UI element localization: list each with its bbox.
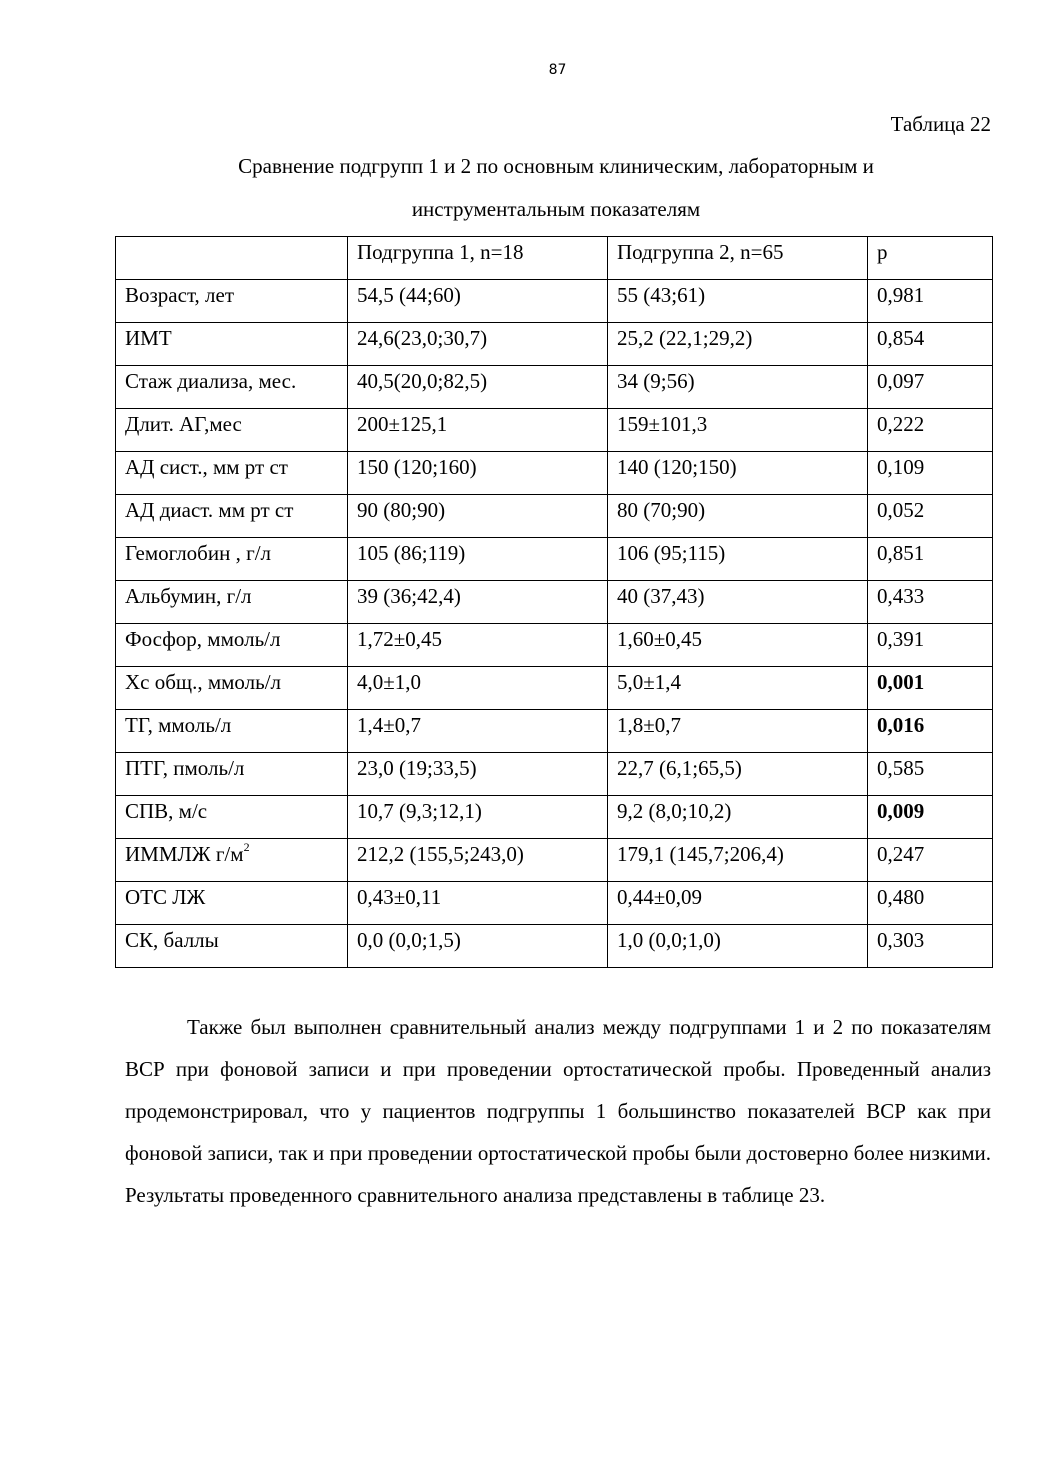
table-row: [116, 280, 993, 323]
table-row: [116, 882, 993, 925]
p-value-cell-text: 0,001: [877, 670, 925, 694]
row-label-cell: [116, 753, 348, 796]
p-value-cell: [868, 710, 993, 753]
subgroup-1-cell: [348, 366, 608, 409]
subgroup-2-cell-text: 1,0 (0,0;1,0): [617, 928, 721, 952]
subgroup-2-cell-text: 34 (9;56): [617, 369, 695, 393]
p-value-cell: [868, 581, 993, 624]
subgroup-2-cell: [608, 710, 868, 753]
row-label-cell-text: АД сист., мм рт ст: [125, 455, 288, 479]
subgroup-1-cell: [348, 839, 608, 882]
table-row: [116, 624, 993, 667]
row-label-cell: [116, 667, 348, 710]
row-label-cell: [116, 366, 348, 409]
subgroup-1-cell: [348, 323, 608, 366]
row-label-cell: [116, 495, 348, 538]
row-label-cell: [116, 581, 348, 624]
subgroup-1-cell: [348, 710, 608, 753]
p-value-cell: [868, 882, 993, 925]
row-label-cell-text: Длит. АГ,мес: [125, 412, 242, 436]
subgroup-1-cell: [348, 538, 608, 581]
p-value-cell-text: 0,303: [877, 928, 925, 952]
row-label-cell: [116, 624, 348, 667]
row-label-cell-text: ТГ, ммоль/л: [125, 713, 232, 737]
row-label-cell: [116, 796, 348, 839]
unit-superscript: 2: [243, 840, 250, 854]
p-value-cell-text: 0,247: [877, 842, 925, 866]
p-value-cell-text: 0,052: [877, 498, 925, 522]
subgroup-1-cell: [348, 925, 608, 968]
subgroup-2-cell: [608, 796, 868, 839]
subgroup-1-cell: [348, 882, 608, 925]
header-cell-subgroup-2: Подгруппа 2, n=65: [608, 237, 868, 280]
p-value-cell-text: 0,854: [877, 326, 925, 350]
table-row: [116, 323, 993, 366]
table-row: [116, 925, 993, 968]
subgroup-1-cell-text: 200±125,1: [357, 412, 448, 436]
subgroup-1-cell: [348, 409, 608, 452]
row-label-cell: [116, 882, 348, 925]
row-label-cell: [116, 280, 348, 323]
row-label-cell-text: ОТС ЛЖ: [125, 885, 206, 909]
subgroup-2-cell-text: 159±101,3: [617, 412, 708, 436]
subgroup-1-cell: [348, 753, 608, 796]
p-value-cell: [868, 624, 993, 667]
p-value-cell: [868, 409, 993, 452]
p-value-cell: [868, 495, 993, 538]
subgroup-1-cell-text: 54,5 (44;60): [357, 283, 461, 307]
row-label-cell: [116, 323, 348, 366]
row-label-cell-text: Хс общ., ммоль/л: [125, 670, 282, 694]
row-label-cell-text: СК, баллы: [125, 928, 219, 952]
subgroup-2-cell-text: 5,0±1,4: [617, 670, 682, 694]
table-row: [116, 581, 993, 624]
row-label-cell: [116, 452, 348, 495]
subgroup-2-cell-text: 25,2 (22,1;29,2): [617, 326, 753, 350]
row-label-cell-text: Возраст, лет: [125, 283, 235, 307]
p-value-cell-text: 0,433: [877, 584, 925, 608]
subgroup-2-cell: [608, 366, 868, 409]
p-value-cell-text: 0,016: [877, 713, 925, 737]
subgroup-2-cell-text: 9,2 (8,0;10,2): [617, 799, 732, 823]
p-value-cell: [868, 452, 993, 495]
subgroup-1-cell: [348, 495, 608, 538]
row-label-cell: [116, 710, 348, 753]
subgroup-1-cell-text: 10,7 (9,3;12,1): [357, 799, 482, 823]
p-value-cell-text: 0,981: [877, 283, 925, 307]
row-label-cell-text: ИММЛЖ г/м: [125, 842, 244, 866]
subgroup-1-cell: [348, 280, 608, 323]
subgroup-2-cell: [608, 452, 868, 495]
row-label-cell-text: Альбумин, г/л: [125, 584, 252, 608]
p-value-cell-text: 0,109: [877, 455, 925, 479]
table-row: [116, 366, 993, 409]
subgroup-1-cell: [348, 624, 608, 667]
p-value-cell: [868, 538, 993, 581]
subgroup-2-cell-text: 0,44±0,09: [617, 885, 703, 909]
subgroup-2-cell-text: 1,8±0,7: [617, 713, 682, 737]
table-row: [116, 495, 993, 538]
subgroup-2-cell: [608, 323, 868, 366]
subgroup-1-cell: [348, 581, 608, 624]
subgroup-1-cell: [348, 667, 608, 710]
body-paragraph: Также был выполнен сравнительный анализ между подгруппами 1 и 2 по показателям ВСР при фоновой записи и при проведении ортостатической пробы. Проведенный анализ продемонстрировал, что у пациентов подгруппы 1 большинство показателей ВСР как при фоновой записи, так и при проведении ортостатической пробы были достоверно более низкими. Результаты проведенного сравнительного анализа представлены в таблице 23.: [125, 1015, 991, 1207]
p-value-cell-text: 0,480: [877, 885, 925, 909]
p-value-cell: [868, 753, 993, 796]
subgroup-2-cell: [608, 409, 868, 452]
table-row: [116, 452, 993, 495]
row-label-cell-text: ИМТ: [125, 326, 172, 350]
subgroup-2-cell: [608, 495, 868, 538]
p-value-cell-text: 0,009: [877, 799, 925, 823]
p-value-cell-text: 0,391: [877, 627, 925, 651]
p-value-cell: [868, 667, 993, 710]
p-value-cell: [868, 925, 993, 968]
table-row: [116, 538, 993, 581]
p-value-cell: [868, 796, 993, 839]
subgroup-2-cell-text: 80 (70;90): [617, 498, 706, 522]
subgroup-2-cell-text: 22,7 (6,1;65,5): [617, 756, 742, 780]
row-label-cell-text: АД диаст. мм рт ст: [125, 498, 294, 522]
subgroup-2-cell-text: 179,1 (145,7;206,4): [617, 842, 784, 866]
subgroup-1-cell-text: 0,43±0,11: [357, 885, 442, 909]
table-row: [116, 796, 993, 839]
row-label-cell-text: Стаж диализа, мес.: [125, 369, 297, 393]
subgroup-1-cell-text: 23,0 (19;33,5): [357, 756, 477, 780]
subgroup-2-cell: [608, 925, 868, 968]
subgroup-2-cell-text: 40 (37,43): [617, 584, 705, 608]
subgroup-2-cell: [608, 624, 868, 667]
table-row: [116, 409, 993, 452]
page-number: 87: [548, 62, 567, 78]
subgroup-2-cell: [608, 538, 868, 581]
row-label-cell-text: Фосфор, ммоль/л: [125, 627, 281, 651]
subgroup-1-cell-text: 150 (120;160): [357, 455, 477, 479]
header-cell-parameter: [116, 237, 348, 280]
table-row: [116, 839, 993, 882]
subgroup-2-cell-text: 106 (95;115): [617, 541, 726, 565]
table-row: [116, 667, 993, 710]
subgroup-1-cell-text: 1,4±0,7: [357, 713, 422, 737]
comparison-table: [115, 236, 993, 968]
header-cell-p: p: [868, 237, 993, 280]
subgroup-2-cell-text: 55 (43;61): [617, 283, 706, 307]
p-value-cell: [868, 323, 993, 366]
subgroup-2-cell: [608, 581, 868, 624]
subgroup-1-cell-text: 24,6(23,0;30,7): [357, 326, 488, 350]
subgroup-1-cell-text: 0,0 (0,0;1,5): [357, 928, 461, 952]
row-label-cell: [116, 839, 348, 882]
p-value-cell-text: 0,097: [877, 369, 925, 393]
row-label-cell-text: Гемоглобин , г/л: [125, 541, 272, 565]
subgroup-1-cell-text: 40,5(20,0;82,5): [357, 369, 488, 393]
table-caption-line-2: инструментальным показателям: [411, 197, 701, 221]
subgroup-1-cell-text: 90 (80;90): [357, 498, 446, 522]
subgroup-2-cell: [608, 839, 868, 882]
subgroup-1-cell-text: 39 (36;42,4): [357, 584, 461, 608]
subgroup-1-cell-text: 105 (86;119): [357, 541, 466, 565]
row-label-cell-text: СПВ, м/с: [125, 799, 208, 823]
p-value-cell: [868, 280, 993, 323]
row-label-cell: [116, 925, 348, 968]
subgroup-1-cell: [348, 452, 608, 495]
p-value-cell-text: 0,851: [877, 541, 925, 565]
subgroup-2-cell: [608, 882, 868, 925]
p-value-cell: [868, 839, 993, 882]
header-cell-subgroup-1: Подгруппа 1, n=18: [348, 237, 608, 280]
subgroup-2-cell-text: 1,60±0,45: [617, 627, 703, 651]
p-value-cell-text: 0,222: [877, 412, 925, 436]
row-label-cell: [116, 409, 348, 452]
subgroup-2-cell: [608, 667, 868, 710]
table-caption-line-1: Сравнение подгрупп 1 и 2 по основным клиническим, лабораторным и: [238, 154, 874, 178]
subgroup-1-cell-text: 212,2 (155,5;243,0): [357, 842, 524, 866]
subgroup-2-cell: [608, 280, 868, 323]
table-body: [116, 237, 993, 968]
table-label: Таблица 22: [890, 112, 991, 136]
table-header-row: [116, 237, 993, 280]
row-label-cell: [116, 538, 348, 581]
p-value-cell: [868, 366, 993, 409]
p-value-cell-text: 0,585: [877, 756, 925, 780]
table-row: [116, 710, 993, 753]
subgroup-2-cell: [608, 753, 868, 796]
table-row: [116, 753, 993, 796]
subgroup-1-cell-text: 1,72±0,45: [357, 627, 443, 651]
subgroup-1-cell: [348, 796, 608, 839]
subgroup-1-cell-text: 4,0±1,0: [357, 670, 422, 694]
row-label-cell-text: ПТГ, пмоль/л: [125, 756, 245, 780]
subgroup-2-cell-text: 140 (120;150): [617, 455, 737, 479]
